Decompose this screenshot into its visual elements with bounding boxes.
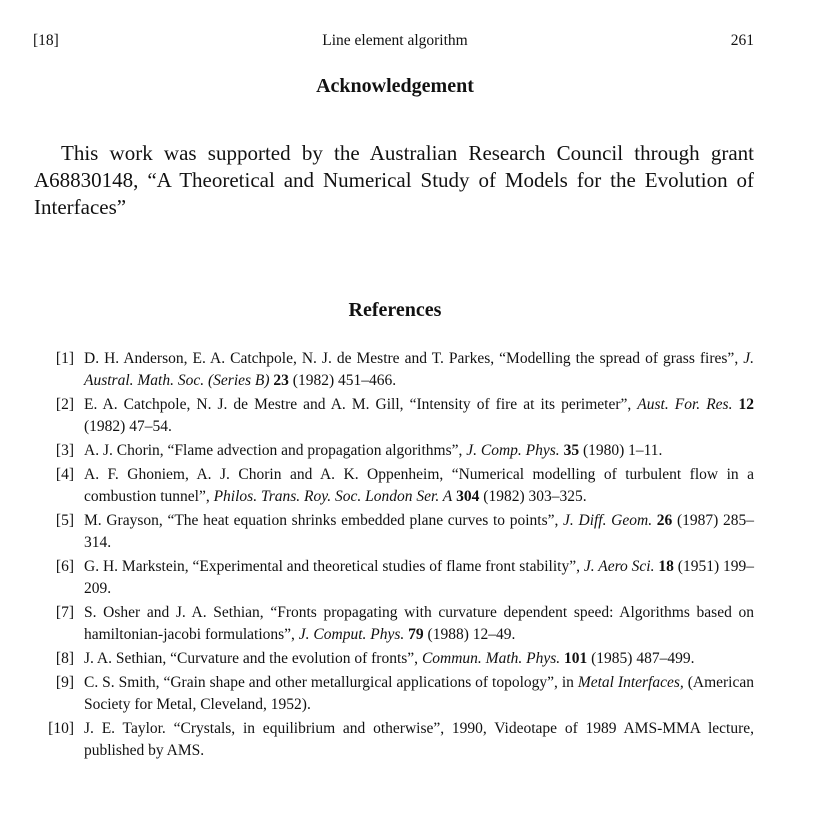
reference-number: [1]: [55, 350, 74, 367]
reference-item: [0, 510, 754, 554]
reference-title: “Fronts propagating with curvature dependent speed: Algorithms based on hamiltonian-jacobi formulations”,: [84, 604, 754, 643]
reference-number: [10]: [48, 720, 74, 737]
reference-title: “Crystals, in equilibrium and otherwise”,: [173, 720, 452, 737]
reference-title: “Flame advection and propagation algorithms”,: [167, 442, 467, 459]
reference-title: “Grain shape and other metallurgical applications of topology”, in: [163, 674, 578, 691]
reference-item: [0, 464, 754, 508]
acknowledgement-heading: Acknowledgement: [316, 75, 474, 97]
reference-volume: 26: [656, 512, 673, 529]
reference-item: [0, 556, 754, 600]
running-head: Line element algorithm: [322, 32, 468, 49]
reference-item: [0, 440, 754, 462]
reference-number: [7]: [55, 604, 74, 621]
reference-volume: 12: [738, 396, 755, 413]
reference-volume: 79: [408, 626, 424, 643]
reference-item: [0, 672, 754, 716]
reference-title: “Experimental and theoretical studies of flame front stability”,: [192, 558, 584, 575]
reference-pages: (1982) 303–325.: [479, 488, 587, 505]
reference-number: [6]: [55, 558, 74, 575]
reference-journal: J. Comput. Phys.: [298, 626, 405, 643]
page-section-number: [18]: [33, 32, 59, 49]
reference-journal: J. Aero Sci.: [583, 558, 655, 575]
reference-authors: A. F. Ghoniem, A. J. Chorin and A. K. Oppenheim,: [84, 466, 452, 483]
reference-authors: J. A. Sethian,: [84, 650, 171, 667]
reference-pages: (1987) 285–314.: [84, 512, 754, 551]
reference-number: [2]: [55, 396, 74, 413]
reference-authors: E. A. Catchpole, N. J. de Mestre and A. M. Gill,: [84, 396, 410, 413]
reference-pages: (American Society for Metal, Cleveland, 1952).: [84, 674, 754, 713]
reference-pages: (1980) 1–11.: [579, 442, 663, 459]
reference-pages: (1982) 451–466.: [288, 372, 397, 389]
reference-title: “Modelling the spread of grass fires”,: [499, 350, 744, 367]
reference-authors: C. S. Smith,: [84, 674, 164, 691]
page-number: 261: [730, 32, 754, 49]
reference-number: [4]: [55, 466, 74, 483]
reference-item: [0, 602, 754, 646]
reference-authors: J. E. Taylor.: [84, 720, 174, 737]
reference-volume: 101: [564, 650, 588, 667]
reference-title: “Numerical modelling of turbulent flow in a combustion tunnel”,: [84, 466, 754, 505]
reference-title: “Intensity of fire at its perimeter”,: [409, 396, 638, 413]
reference-item: [0, 348, 754, 392]
references-heading: References: [348, 299, 442, 321]
reference-item: [0, 718, 754, 762]
reference-number: [8]: [55, 650, 74, 667]
reference-journal: Philos. Trans. Roy. Soc. London Ser. A: [213, 488, 453, 505]
acknowledgement-text: This work was supported by the Australian Research Council through grant A68830148, “A Theoretical and Numerical Study of Models for the Evolution of Interfaces”: [34, 141, 754, 219]
reference-volume: 304: [456, 488, 480, 505]
reference-authors: G. H. Markstein,: [84, 558, 193, 575]
reference-title: “Curvature and the evolution of fronts”,: [170, 650, 422, 667]
reference-item: [0, 648, 754, 670]
reference-number: [5]: [55, 512, 74, 529]
reference-list: [0, 348, 832, 764]
reference-journal: J. Comp. Phys.: [466, 442, 560, 459]
reference-journal: Aust. For. Res.: [637, 396, 733, 413]
reference-number: [3]: [55, 442, 74, 459]
reference-pages: (1951) 199–209.: [84, 558, 754, 597]
reference-journal: J. Diff. Geom.: [563, 512, 653, 529]
reference-pages: (1982) 47–54.: [84, 418, 172, 435]
reference-authors: A. J. Chorin,: [84, 442, 168, 459]
reference-authors: D. H. Anderson, E. A. Catchpole, N. J. de Mestre and T. Parkes,: [84, 350, 500, 367]
reference-journal: Metal Interfaces,: [577, 674, 684, 691]
reference-number: [9]: [55, 674, 74, 691]
reference-journal: J. Austral. Math. Soc. (Series B): [84, 350, 754, 389]
reference-pages: (1985) 487–499.: [587, 650, 695, 667]
reference-journal: Commun. Math. Phys.: [421, 650, 561, 667]
reference-item: [0, 394, 754, 438]
reference-volume: 23: [273, 372, 289, 389]
reference-title: “The heat equation shrinks embedded plane curves to points”,: [167, 512, 564, 529]
reference-volume: 18: [658, 558, 674, 575]
reference-pages: (1988) 12–49.: [423, 626, 516, 643]
reference-pages: 1990, Videotape of 1989 AMS-MMA lecture, published by AMS.: [84, 720, 754, 759]
acknowledgement-body: [34, 140, 754, 221]
reference-authors: S. Osher and J. A. Sethian,: [84, 604, 271, 621]
reference-volume: 35: [563, 442, 580, 459]
reference-authors: M. Grayson,: [84, 512, 168, 529]
